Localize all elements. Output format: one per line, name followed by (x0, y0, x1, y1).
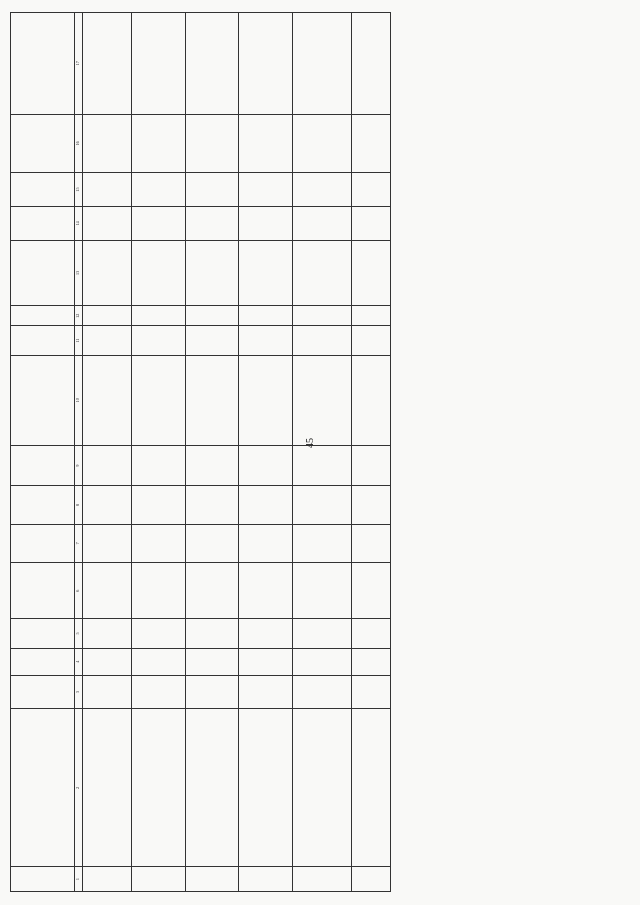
table-cell (83, 326, 132, 355)
table-cell (185, 326, 239, 355)
table-cell (131, 13, 185, 115)
table-cell (83, 562, 132, 618)
column-number: 10 (75, 355, 83, 445)
table-cell (293, 13, 352, 115)
table-cell (293, 867, 352, 892)
table-cell (83, 619, 132, 648)
apartment-buildings-table (10, 12, 391, 892)
table-cell (352, 13, 390, 115)
table-cell (131, 114, 185, 173)
table-cell (83, 173, 132, 207)
column-header (11, 709, 75, 867)
table-cell (83, 306, 132, 326)
column-number: 5 (75, 619, 83, 648)
table-cell (131, 240, 185, 305)
table-cell (293, 619, 352, 648)
table-row (352, 13, 390, 892)
column-number: 2 (75, 709, 83, 867)
table-cell (352, 173, 390, 207)
table-cell (83, 445, 132, 486)
table-cell (352, 114, 390, 173)
column-header (11, 675, 75, 709)
column-header (11, 562, 75, 618)
table-cell (131, 524, 185, 562)
table-cell (131, 445, 185, 486)
table-cell (185, 709, 239, 867)
column-header (11, 173, 75, 207)
table-cell (293, 173, 352, 207)
table-cell (131, 648, 185, 675)
table-cell (239, 173, 293, 207)
table-cell (293, 562, 352, 618)
table-cell (185, 486, 239, 524)
column-number: 16 (75, 114, 83, 173)
table-body (83, 13, 391, 892)
column-number: 14 (75, 206, 83, 240)
table-cell (185, 619, 239, 648)
table-cell (352, 675, 390, 709)
table-cell (185, 114, 239, 173)
table-cell (185, 206, 239, 240)
table-cell (131, 675, 185, 709)
column-header (11, 355, 75, 445)
column-header (11, 524, 75, 562)
column-number: 6 (75, 562, 83, 618)
table-cell (185, 524, 239, 562)
table-cell (352, 619, 390, 648)
column-header (11, 445, 75, 486)
table-row (185, 13, 239, 892)
column-number: 3 (75, 675, 83, 709)
column-header (11, 240, 75, 305)
table-cell (352, 355, 390, 445)
table-cell (131, 619, 185, 648)
table-cell (239, 867, 293, 892)
table-cell (185, 173, 239, 207)
table-cell (239, 675, 293, 709)
table-cell (185, 562, 239, 618)
column-number: 1 (75, 867, 83, 892)
table-cell (83, 524, 132, 562)
table-cell (352, 445, 390, 486)
table-cell (83, 486, 132, 524)
table-cell (131, 306, 185, 326)
column-number: 17 (75, 13, 83, 115)
column-header (11, 648, 75, 675)
table-cell (239, 445, 293, 486)
page-number: 45 (305, 438, 316, 448)
column-number: 11 (75, 326, 83, 355)
column-number: 13 (75, 240, 83, 305)
table-cell (185, 13, 239, 115)
table-cell (131, 709, 185, 867)
table-cell (239, 306, 293, 326)
column-header (11, 306, 75, 326)
table-cell (83, 675, 132, 709)
table-cell (83, 867, 132, 892)
table-cell (293, 355, 352, 445)
table-cell (293, 206, 352, 240)
column-header (11, 486, 75, 524)
table-cell (352, 867, 390, 892)
column-number: 15 (75, 173, 83, 207)
table-cell (83, 240, 132, 305)
table-cell (352, 648, 390, 675)
column-header (11, 13, 75, 115)
table-cell (83, 355, 132, 445)
table-cell (131, 206, 185, 240)
table-cell (352, 709, 390, 867)
table-cell (185, 306, 239, 326)
table-cell (352, 562, 390, 618)
table-cell (131, 355, 185, 445)
column-number-row (75, 13, 83, 892)
table-cell (293, 709, 352, 867)
rotated-table-frame (10, 12, 630, 892)
table-row (83, 13, 132, 892)
table-cell (185, 648, 239, 675)
table-row (131, 13, 185, 892)
table-cell (185, 675, 239, 709)
table-cell (83, 206, 132, 240)
column-header (11, 114, 75, 173)
table-cell (83, 13, 132, 115)
table-cell (239, 524, 293, 562)
table-cell (293, 114, 352, 173)
table-cell (83, 114, 132, 173)
table-cell (131, 562, 185, 618)
table-cell (293, 524, 352, 562)
column-number: 9 (75, 445, 83, 486)
table-cell (293, 306, 352, 326)
table-cell (352, 206, 390, 240)
table-header-row (11, 13, 75, 892)
table-row (293, 13, 352, 892)
table-cell (239, 355, 293, 445)
table-cell (293, 240, 352, 305)
table-cell (239, 240, 293, 305)
table-cell (239, 114, 293, 173)
table-cell (185, 445, 239, 486)
table-cell (239, 709, 293, 867)
table-cell (185, 240, 239, 305)
table-cell (352, 524, 390, 562)
table-cell (239, 619, 293, 648)
table-cell (185, 867, 239, 892)
table-cell (293, 486, 352, 524)
column-header (11, 326, 75, 355)
table-cell (239, 648, 293, 675)
table-cell (239, 206, 293, 240)
table-cell (83, 709, 132, 867)
table-cell (293, 648, 352, 675)
column-header (11, 619, 75, 648)
table-row (239, 13, 293, 892)
table-cell (131, 173, 185, 207)
table-cell (352, 326, 390, 355)
table-cell (293, 675, 352, 709)
table-cell (352, 486, 390, 524)
table-cell (131, 867, 185, 892)
column-number: 4 (75, 648, 83, 675)
table-cell (352, 306, 390, 326)
table-cell (83, 648, 132, 675)
column-number: 12 (75, 306, 83, 326)
table-cell (239, 486, 293, 524)
table-cell (185, 355, 239, 445)
table-cell (352, 240, 390, 305)
table-cell (131, 486, 185, 524)
table-cell (239, 13, 293, 115)
table-cell (293, 445, 352, 486)
column-number: 7 (75, 524, 83, 562)
column-header (11, 867, 75, 892)
table-cell (293, 326, 352, 355)
column-number: 8 (75, 486, 83, 524)
column-header (11, 206, 75, 240)
table-cell (131, 326, 185, 355)
table-cell (239, 562, 293, 618)
table-cell (239, 326, 293, 355)
